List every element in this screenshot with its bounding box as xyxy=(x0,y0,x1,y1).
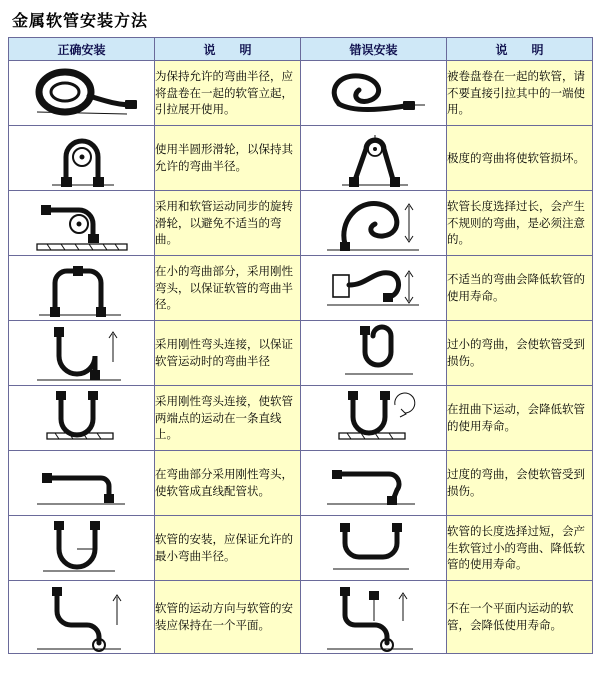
installation-method-table xyxy=(8,37,593,654)
table-row xyxy=(9,321,593,386)
row-1-correct-desc: 为保持允许的弯曲半径，应将盘卷在一起的软管立起，引拉展开使用。 xyxy=(155,61,301,126)
min-bend-radius-install-icon xyxy=(9,516,155,581)
header-row xyxy=(9,38,593,61)
table-row xyxy=(9,191,593,256)
improper-bend-icon xyxy=(301,256,447,321)
u-bend-straight-line-icon xyxy=(9,386,155,451)
over-long-hose-icon xyxy=(301,516,447,581)
header-wrong-desc: 说 明 xyxy=(447,38,593,61)
straight-piping-elbow-icon xyxy=(9,451,155,516)
row-8-wrong-desc: 软管的长度选择过短，会产生软管过小的弯曲、降低软管的使用寿命。 xyxy=(447,516,593,581)
row-9-correct-desc: 软管的运动方向与软管的安装应保持在一个平面。 xyxy=(155,581,301,654)
long-hose-irregular-bend-icon xyxy=(301,191,447,256)
motion-out-of-plane-icon xyxy=(301,581,447,654)
row-7-wrong-desc: 过度的弯曲，会使软管受到损伤。 xyxy=(447,451,593,516)
sharp-bend-sheave-icon xyxy=(301,126,447,191)
row-3-wrong-desc: 软管长度选择过长，会产生不规则的弯曲，是必须注意的。 xyxy=(447,191,593,256)
header-wrong-install: 错误安装 xyxy=(301,38,447,61)
rigid-elbow-connection-icon xyxy=(9,321,155,386)
table-row xyxy=(9,451,593,516)
table-row xyxy=(9,386,593,451)
row-1-wrong-desc: 被卷盘卷在一起的软管，请不要直接引拉其中的一端使用。 xyxy=(447,61,593,126)
motion-same-plane-icon xyxy=(9,581,155,654)
coiled-hose-upright-icon xyxy=(9,61,155,126)
row-4-wrong-desc: 不适当的弯曲会降低软管的使用寿命。 xyxy=(447,256,593,321)
table-header xyxy=(9,38,593,61)
row-2-correct-desc: 使用半圆形滑轮，以保持其允许的弯曲半径。 xyxy=(155,126,301,191)
table-row xyxy=(9,61,593,126)
too-small-bend-icon xyxy=(301,321,447,386)
row-6-wrong-desc: 在扭曲下运动，会降低软管的使用寿命。 xyxy=(447,386,593,451)
row-5-correct-desc: 采用刚性弯头连接，以保证软管运动时的弯曲半径 xyxy=(155,321,301,386)
header-correct-desc: 说 明 xyxy=(155,38,301,61)
rotating-sheave-sync-icon xyxy=(9,191,155,256)
row-3-correct-desc: 采用和软管运动同步的旋转滑轮，以避免不适当的弯曲。 xyxy=(155,191,301,256)
table-row xyxy=(9,126,593,191)
row-8-correct-desc: 软管的安装，应保证允许的最小弯曲半径。 xyxy=(155,516,301,581)
table-row xyxy=(9,581,593,654)
semicircular-sheave-icon xyxy=(9,126,155,191)
row-4-correct-desc: 在小的弯曲部分，采用刚性弯头，以保证软管的弯曲半径。 xyxy=(155,256,301,321)
table-row xyxy=(9,516,593,581)
page-title: 金属软管安装方法 xyxy=(12,11,149,30)
excessive-bend-icon xyxy=(301,451,447,516)
coiled-hose-pulled-icon xyxy=(301,61,447,126)
rigid-elbow-small-bend-icon xyxy=(9,256,155,321)
table-body xyxy=(9,61,593,654)
row-9-wrong-desc: 不在一个平面内运动的软管，会降低使用寿命。 xyxy=(447,581,593,654)
row-7-correct-desc: 在弯曲部分采用刚性弯头，使软管成直线配管状。 xyxy=(155,451,301,516)
twisted-bend-icon xyxy=(301,386,447,451)
header-correct-install: 正确安装 xyxy=(9,38,155,61)
table-row xyxy=(9,256,593,321)
row-5-wrong-desc: 过小的弯曲，会使软管受到损伤。 xyxy=(447,321,593,386)
row-6-correct-desc: 采用刚性弯头连接，使软管两端点的运动在一条直线上。 xyxy=(155,386,301,451)
row-2-wrong-desc: 极度的弯曲将使软管损坏。 xyxy=(447,126,593,191)
